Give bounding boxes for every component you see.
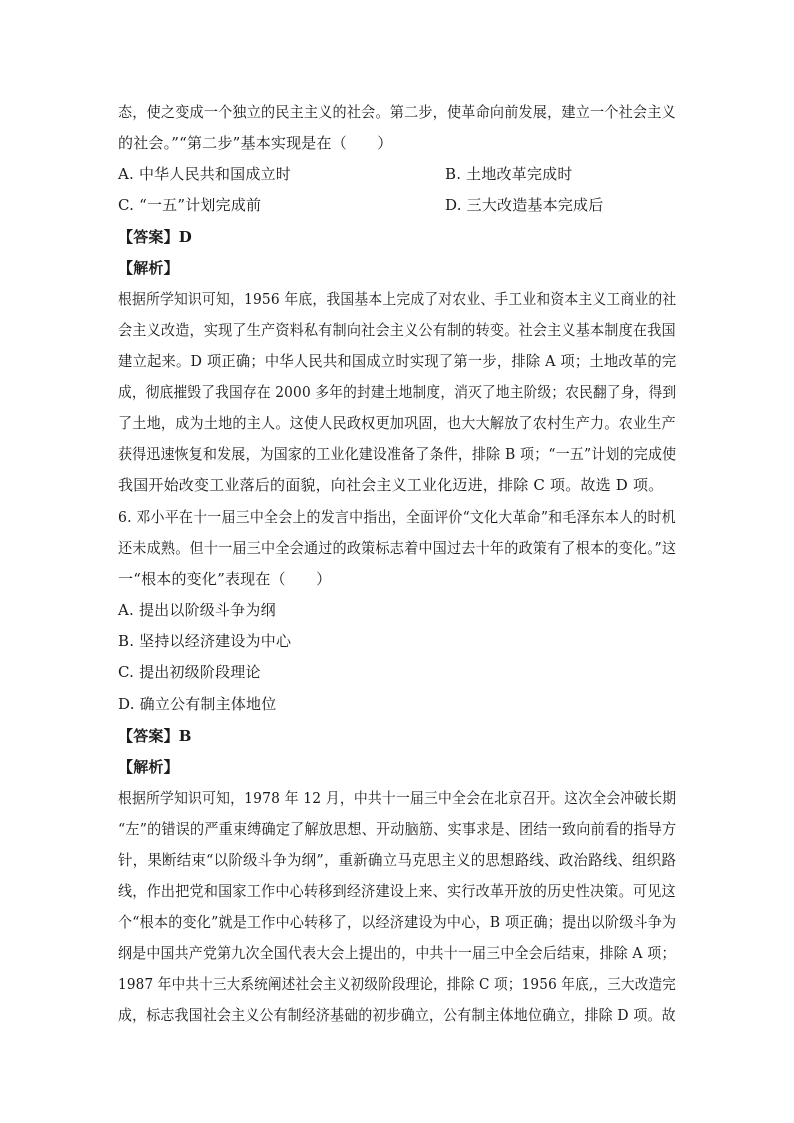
q5-analysis-line-1: 根据所学知识可知，1956 年底，我国基本上完成了对农业、手工业和资本主义工商业的社 <box>118 290 677 308</box>
q6-analysis-line-7: 1987 年中共十三大系统阐述社会主义初级阶段理论，排除 C 项；1956 年底,，三大改造完 <box>118 975 677 993</box>
q5-option-d: D. 三大改造基本完成后 <box>445 196 604 214</box>
q5-analysis-line-7: 我国开始改变工业落后的面貌，向社会主义工业化迈进，排除 C 项。故选 D 项。 <box>118 476 664 494</box>
q5-option-c: C. “一五”计划完成前 <box>118 196 262 214</box>
q5-analysis-line-5: 了土地，成为土地的主人。这使人民政权更加巩固，也大大解放了农村生产力。农业生产 <box>118 414 676 432</box>
q6-analysis-line-2: “左”的错误的严重束缚确定了解放思想、开动脑筋、实事求是、团结一致向前看的指导方 <box>118 820 677 838</box>
q6-stem-line-2: 还未成熟。但十一届三中全会通过的政策标志着中国过去十年的政策有了根本的变化。”这 <box>118 539 677 557</box>
q6-analysis-label: 【解析】 <box>118 758 179 776</box>
q6-option-c: C. 提出初级阶段理论 <box>118 663 261 681</box>
q5-stem-line-1: 态，使之变成一个独立的民主主义的社会。第二步，使革命向前发展，建立一个社会主义 <box>118 103 676 121</box>
q6-stem-line-3: 一“根本的变化”表现在（ ） <box>118 570 332 588</box>
q6-analysis-line-4: 线，作出把党和国家工作中心转移到经济建设上来、实行改革开放的历史性决策。可见这 <box>118 882 676 900</box>
q6-answer: 【答案】B <box>118 727 192 745</box>
q5-option-b: B. 土地改革完成时 <box>445 165 573 183</box>
q6-analysis-line-3: 针，果断结束“以阶级斗争为纲”，重新确立马克思主义的思想路线、政治路线、组织路 <box>118 851 677 869</box>
q5-analysis-line-2: 会主义改造，实现了生产资料私有制向社会主义公有制的转变。社会主义基本制度在我国 <box>118 321 676 339</box>
q6-stem-line-1: 6. 邓小平在十一届三中全会上的发言中指出，全面评价“文化大革命”和毛泽东本人的时机 <box>118 508 676 526</box>
q5-analysis-line-4: 成，彻底摧毁了我国存在 2000 多年的封建土地制度，消灭了地主阶级；农民翻了身，得到 <box>118 383 677 401</box>
q5-analysis-label: 【解析】 <box>118 259 179 277</box>
q5-stem-line-2: 的社会。”“第二步”基本实现是在（ ） <box>118 134 393 152</box>
q6-analysis-line-5: 个“根本的变化”就是工作中心转移了，以经济建设为中心，B 项正确；提出以阶级斗争为 <box>118 913 677 931</box>
q5-answer: 【答案】D <box>118 228 193 246</box>
q6-analysis-line-6: 纲是中国共产党第九次全国代表大会上提出的，中共十一届三中全会后结束，排除 A 项； <box>118 944 676 962</box>
q6-analysis-line-1: 根据所学知识可知，1978 年 12 月，中共十一届三中全会在北京召开。这次全会冲破长期 <box>118 789 677 807</box>
q5-option-a: A. 中华人民共和国成立时 <box>118 165 291 183</box>
q5-analysis-line-3: 建立起来。D 项正确；中华人民共和国成立时实现了第一步，排除 A 项；土地改革的完 <box>118 352 677 370</box>
q6-option-d: D. 确立公有制主体地位 <box>118 695 277 713</box>
q6-option-b: B. 坚持以经济建设为中心 <box>118 632 292 650</box>
q6-analysis-line-8: 成，标志我国社会主义公有制经济基础的初步确立，公有制主体地位确立，排除 D 项。故 <box>118 1006 676 1024</box>
q5-analysis-line-6: 获得迅速恢复和发展，为国家的工业化建设准备了条件，排除 B 项；“一五”计划的完成使 <box>118 445 677 463</box>
q6-option-a: A. 提出以阶级斗争为纲 <box>118 601 276 619</box>
